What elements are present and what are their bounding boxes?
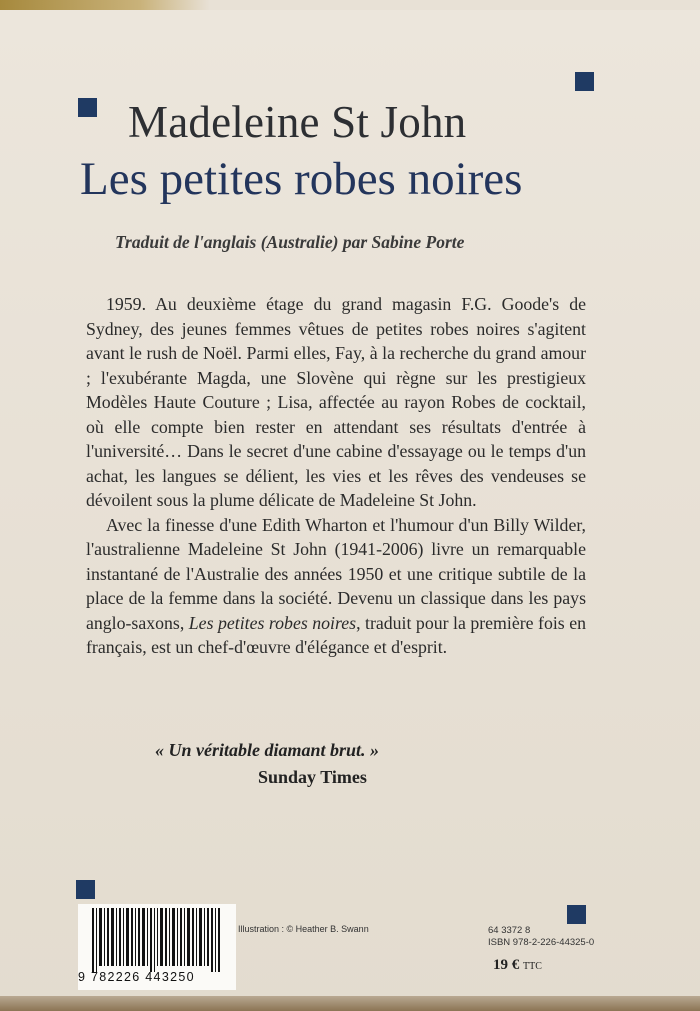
decorative-square-top-left <box>78 98 97 117</box>
book-title: Les petites robes noires <box>80 153 523 205</box>
summary-paragraph-2 <box>86 513 586 660</box>
illustration-credit: Illustration : © Heather B. Swann <box>238 924 369 934</box>
barcode-bars-icon <box>92 908 222 972</box>
cover-bottom-edge <box>0 996 700 1011</box>
price-suffix: TTC <box>523 961 542 972</box>
isbn: ISBN 978-2-226-44325-0 <box>488 937 595 948</box>
summary-paragraph-2-start: Avec la finesse d'une Edith Wharton et l'humour d'un Billy Wilder, l'australienne Madeleine St John (1941-2006) livre un remarquable instantané de l'Australie des années 1950 et une critique subtile de la place de la femme dans la société. Devenu un classique dans les pays anglo-saxons, <box>86 514 586 633</box>
decorative-square-top-right <box>575 72 594 91</box>
author-name: Madeleine St John <box>128 97 467 147</box>
decorative-square-bottom-left <box>76 880 95 899</box>
barcode <box>78 904 236 990</box>
decorative-square-bottom-right <box>567 905 586 924</box>
summary-paragraph-1: 1959. Au deuxième étage du grand magasin F.G. Goode's de Sydney, des jeunes femmes vêtues de petites robes noires s'agitent avant le rush de Noël. Parmi elles, Fay, à la recherche du grand amour ; l'exubérante Magda, une Slovène qui règne sur les prestigieux Modèles Haute Couture ; Lisa, affectée au rayon Robes de cocktail, où elle compte bien rester en attendant ses résultats d'entrée à l'université… Dans le secret d'une cabine d'essayage ou le temps d'un achat, les langues se délient, les vies et les rêves des vendeuses se dévoilent sous la plume délicate de Madeleine St John. <box>86 294 586 510</box>
internal-code: 64 3372 8 <box>488 925 531 936</box>
cover-top-edge <box>0 0 700 10</box>
summary-paragraph-2-end: , traduit pour la première fois en français, est un chef-d'œuvre d'élégance et d'esprit. <box>86 612 586 657</box>
price-value: 19 € <box>493 957 520 973</box>
product-codes <box>488 925 594 949</box>
summary-book-title-italic: Les petites robes noires <box>188 612 357 633</box>
book-summary <box>86 292 586 660</box>
press-quote: « Un véritable diamant brut. » <box>155 740 380 760</box>
barcode-digits: 9 782226 443250 <box>78 970 195 984</box>
press-quote-source: Sunday Times <box>258 767 367 787</box>
translator-credit: Traduit de l'anglais (Australie) par Sabine Porte <box>115 232 465 252</box>
price <box>493 957 542 974</box>
